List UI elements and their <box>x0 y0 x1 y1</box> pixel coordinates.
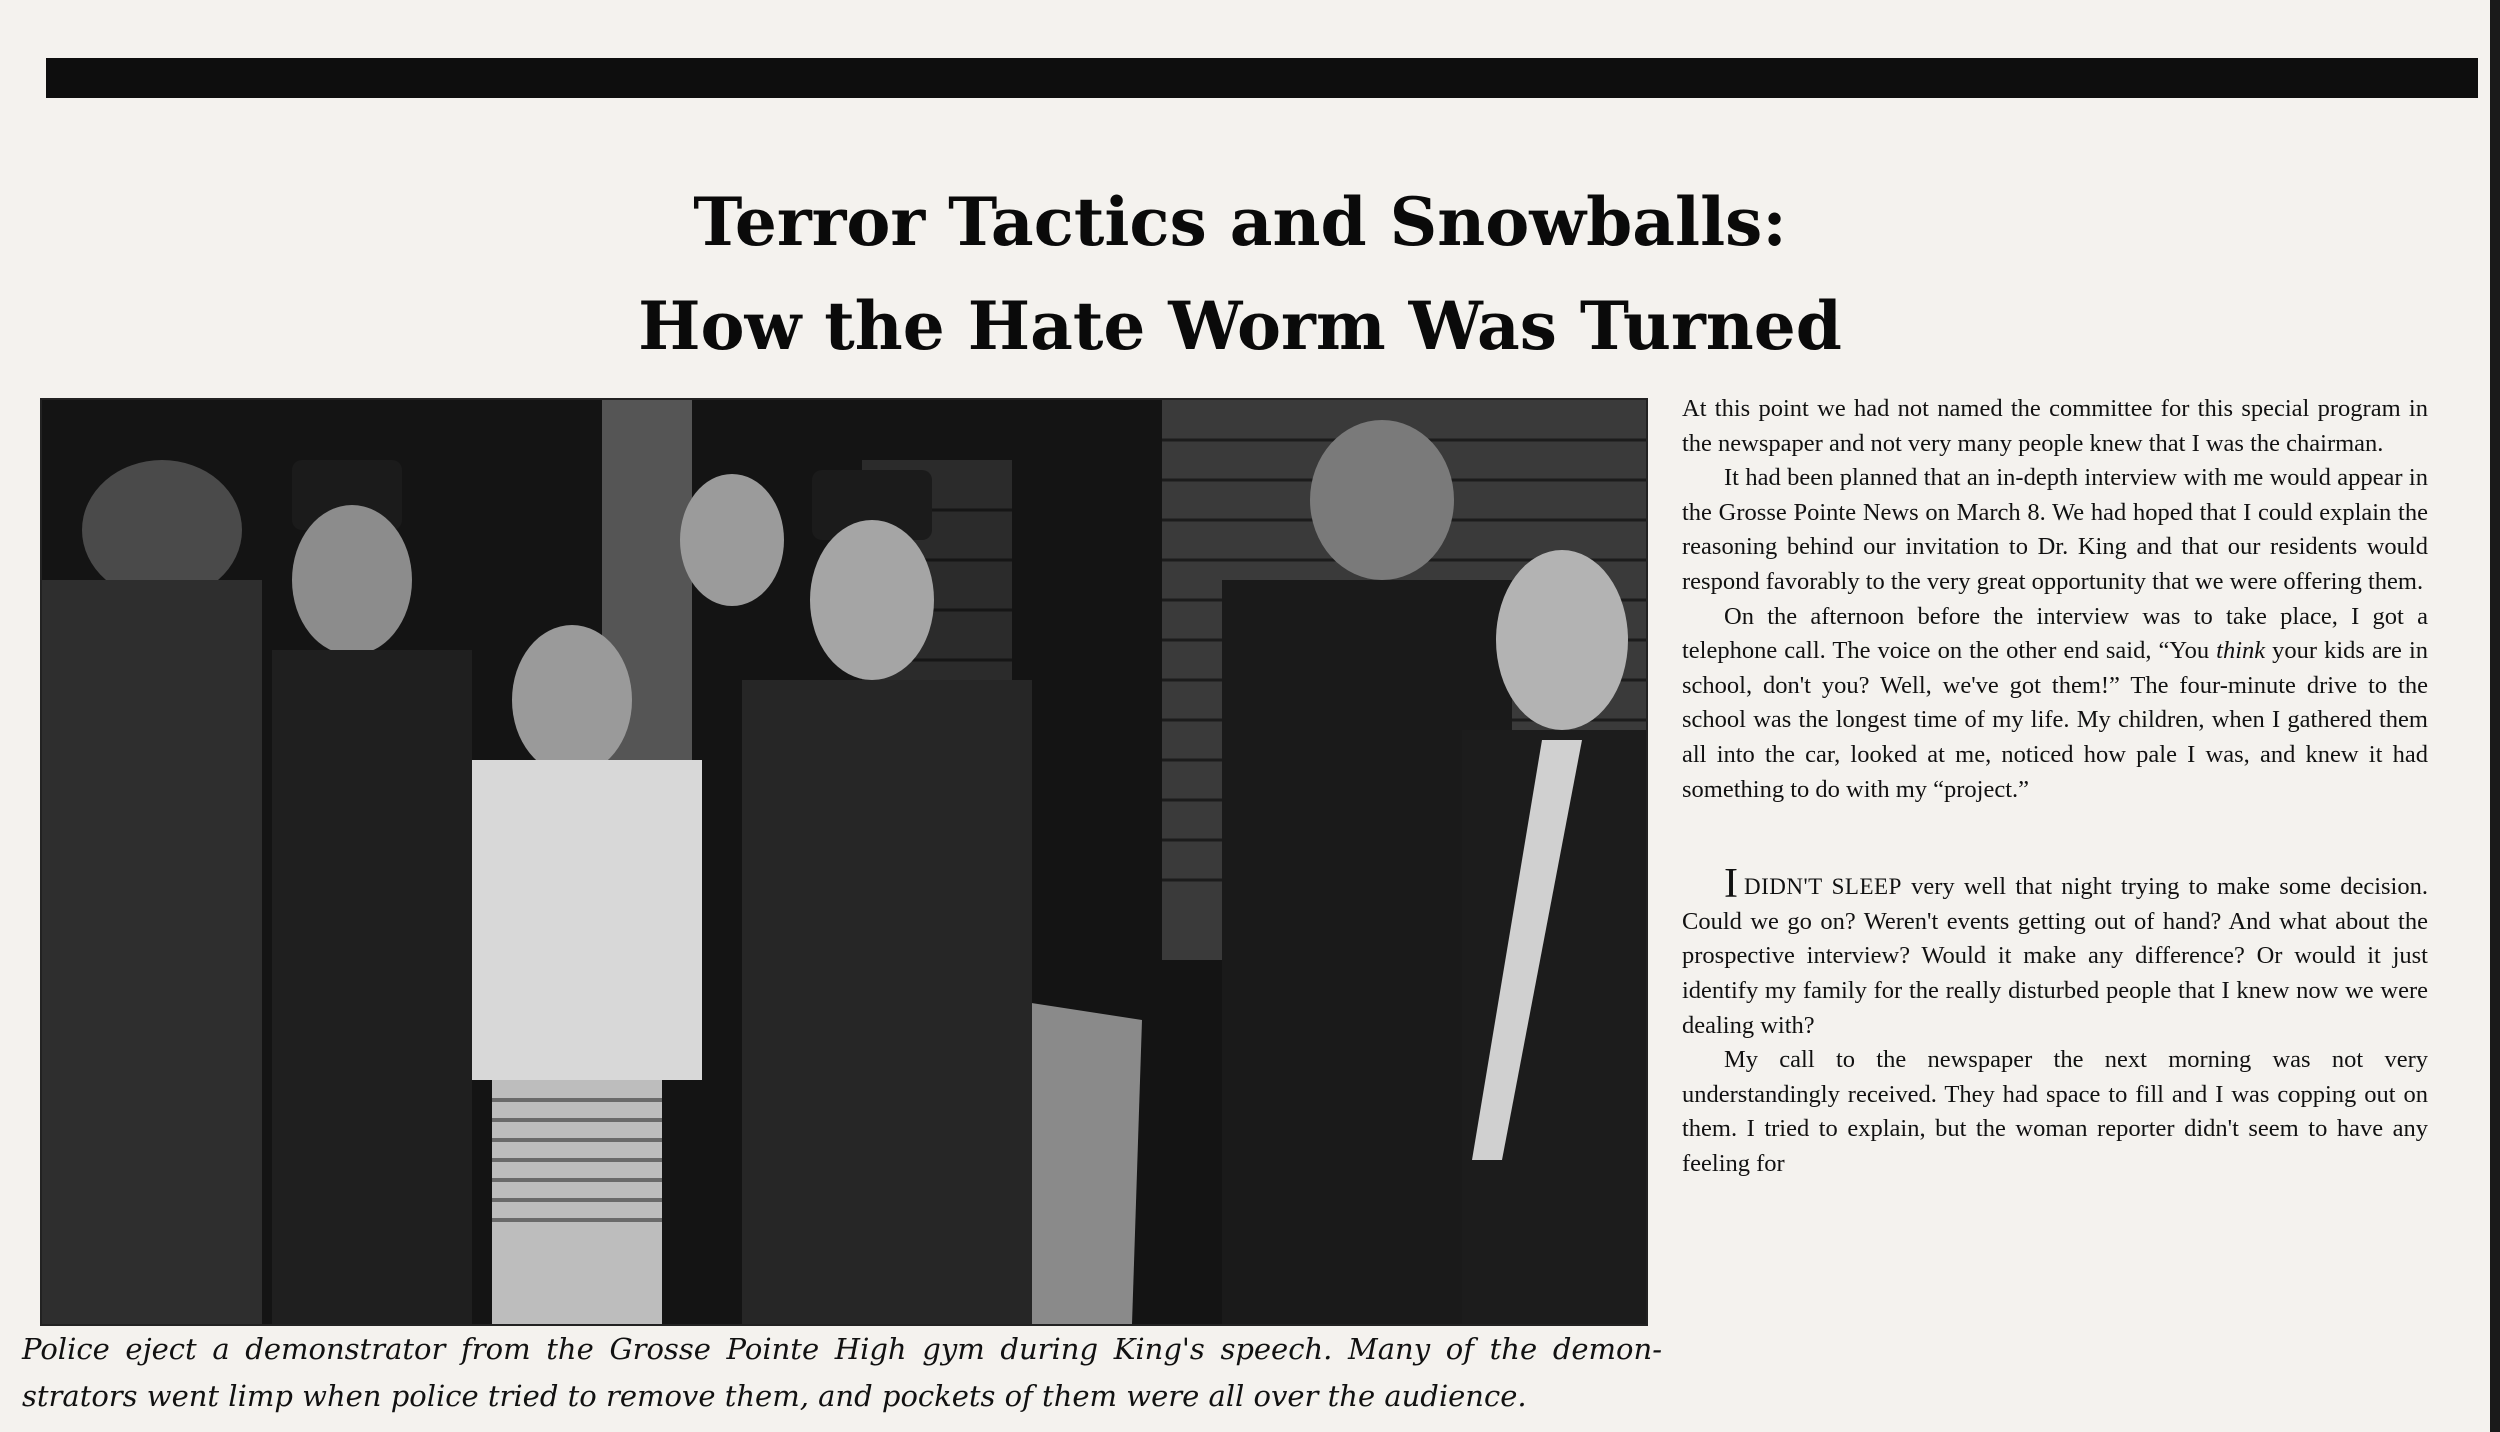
photo-icon <box>42 400 1646 1324</box>
article-paragraph-4 <box>1682 861 2428 1043</box>
caption-line-1: Police eject a demonstrator from the Grosse Pointe High gym during King's speech. Many of the demon- <box>22 1332 1662 1366</box>
lead-in-caps: DIDN'T SLEEP <box>1744 874 1902 900</box>
paragraph-3-emphasis: think <box>2216 637 2266 665</box>
article-paragraph-5: My call to the newspaper the next morning was not very understandingly received. They had space to fill and I was copping out on them. I tried to explain, but the woman reporter didn't seem to have any feeling for <box>1682 1046 2428 1177</box>
article-column <box>1682 392 2428 1181</box>
article-paragraph-3 <box>1682 600 2428 808</box>
paragraph-4-text: very well that night trying to make some decision. Could we go on? Weren't events getting out of hand? And what about the prospective interview? Would it make any difference? Or would it just identify my family for the really disturbed people that I knew now we were dealing with? <box>1682 873 2428 1039</box>
photo-caption <box>22 1326 1662 1420</box>
drop-cap: I <box>1724 861 1738 908</box>
paragraph-3-text-b: your kids are in school, don't you? Well, we've got them!” The four-minute drive to the school was the longest time of my life. My children, when I gathered them all into the car, looked at me, noticed how pale I was, and knew it had something to do with my “project.” <box>1682 637 2428 803</box>
headline-line-2: How the Hate Worm Was Turned <box>638 287 1842 365</box>
news-photo <box>40 398 1648 1326</box>
caption-line-2: strators went limp when police tried to remove them, and pockets of them were all over the audience. <box>22 1379 1527 1413</box>
headline <box>300 170 2180 378</box>
page-edge <box>2490 0 2500 1432</box>
paragraph-3-text-a: On the afternoon before the interview was to take place, I got a telephone call. The voice on the other end said, “You <box>1682 602 2428 665</box>
headline-line-1: Terror Tactics and Snowballs: <box>693 183 1787 261</box>
article-paragraph-2: It had been planned that an in-depth interview with me would appear in the Grosse Pointe News on March 8. We had hoped that I could explain the reasoning behind our invitation to Dr. King and that our residents would respond favorably to the very great opportunity that we were offering them. <box>1682 464 2428 595</box>
top-rule <box>46 58 2478 98</box>
article-paragraph-1: At this point we had not named the committee for this special program in the newspaper and not very many people knew that I was the chairman. <box>1682 395 2428 457</box>
